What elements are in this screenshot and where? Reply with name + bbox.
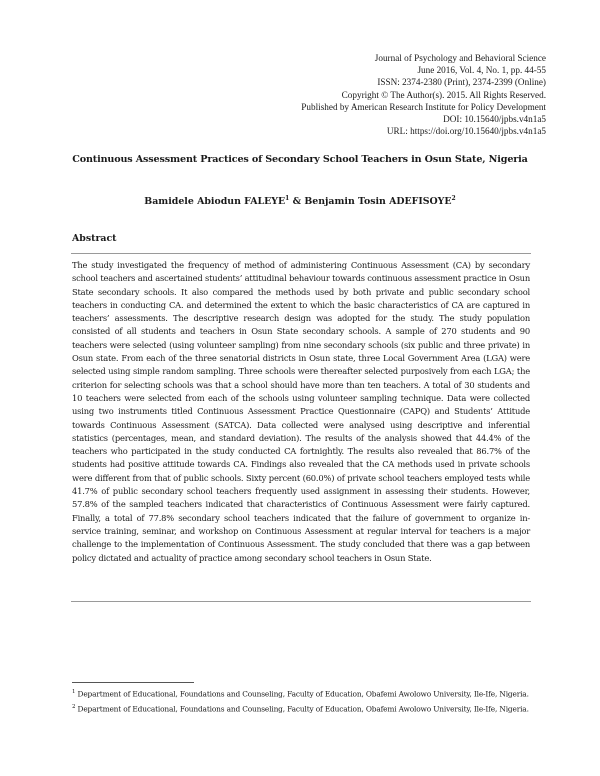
abstract-text: The study investigated the frequency of method of administering Continuous Assessment (CA) by secondary school teachers and ascertained students’ attitudinal behaviour towards continuous assessment practice in Osun State secondary schools. It also compared the methods used by both private and public secondary school teachers in conducting CA. and determined the extent to which the basic characteristics of CA are captured in teachers’ assessments. The descriptive research design was adopted for the study. The study population consisted of all students and teachers in Osun State secondary schools. A sample of 270 students and 90 teachers were selected (using volunteer sampling) from nine secondary schools (six public and three private) in Osun state. From each of the three senatorial districts in Osun state, three Local Government Area (LGA) were selected using simple random sampling. Three schools were thereafter selected purposively from each LGA; the criterion for selecting schools was that a school should have more than ten teachers. A total of 30 students and 10 teachers were selected from each of the schools using volunteer sampling technique. Data were collected using two instruments titled Continuous Assessment Practice Questionnaire (CAPQ) and Students’ Attitude towards Continuous Assessment (SATCA). Data collected were analysed using descriptive and inferential statistics (percentages, mean, and standard deviation). The results of the analysis showed that 44.4% of the teachers who participated in the study conducted CA fortnightly. The results also revealed that 86.7% of the students had positive attitude towards CA. Findings also revealed that the CA methods used in private schools were different from that of public schools. Sixty percent (60.0%) of private school teachers employed tests while 41.7% of public secondary school teachers frequently used assignment in assessing their students. However, 57.8% of the sampled teachers indicated that characteristics of Continuous Assessment were fairly captured. Finally, a total of 77.8% secondary school teachers indicated that the failure of government to organize in-service training, seminar, and workshop on Continuous Assessment at regular interval for teachers is a major challenge to the implementation of Continuous Assessment. The study concluded that there was a gap between policy dictated and actuality of practice among secondary school teachers in Osun State. bbox=[72, 260, 530, 563]
journal-name: Journal of Psychology and Behavioral Science bbox=[374, 53, 546, 63]
paper-title: Continuous Assessment Practices of Secondary School Teachers in Osun State, Nigeria bbox=[72, 154, 528, 165]
url-line: URL: https://doi.org/10.15640/jpbs.v4n1a5 bbox=[386, 126, 546, 137]
author-1-name: Bamidele Abiodun FALEYE bbox=[144, 196, 286, 208]
footnote-2-text: Department of Educational, Foundations and Counseling, Faculty of Education, Obafemi Awolowo University, Ile-Ife, Nigeria. bbox=[75, 704, 529, 714]
footnote-1-mark: 1 bbox=[72, 689, 76, 695]
footnote-separator bbox=[72, 682, 194, 683]
abstract-heading: Abstract bbox=[72, 233, 117, 244]
publisher-line: Published by American Research Institute for Policy Development bbox=[301, 101, 546, 112]
author-separator: & bbox=[289, 196, 305, 208]
doi-line: DOI: 10.15640/jpbs.v4n1a5 bbox=[443, 114, 546, 125]
author-2-footnote-mark: 2 bbox=[451, 195, 456, 202]
abstract-bottom-rule bbox=[71, 601, 531, 602]
author-2-name: Benjamin Tosin ADEFISOYE bbox=[304, 196, 452, 208]
journal-header bbox=[116, 52, 546, 137]
journal-issn: ISSN: 2374-2380 (Print), 2374-2399 (Online) bbox=[377, 77, 546, 88]
copyright-line: Copyright © The Author(s). 2015. All Rights Reserved. bbox=[341, 89, 546, 100]
footnote-1-text: Department of Educational, Foundations and Counseling, Faculty of Education, Obafemi Awolowo University, Ile-Ife, Nigeria. bbox=[75, 689, 529, 699]
author-1-footnote-mark: 1 bbox=[285, 195, 290, 202]
footnote-1 bbox=[72, 686, 542, 701]
footnotes bbox=[72, 686, 542, 716]
abstract-top-rule bbox=[71, 253, 531, 254]
journal-issue: June 2016, Vol. 4, No. 1, pp. 44-55 bbox=[417, 65, 546, 76]
author-line bbox=[0, 195, 600, 207]
footnote-2-mark: 2 bbox=[72, 704, 76, 711]
footnote-2 bbox=[72, 701, 542, 716]
